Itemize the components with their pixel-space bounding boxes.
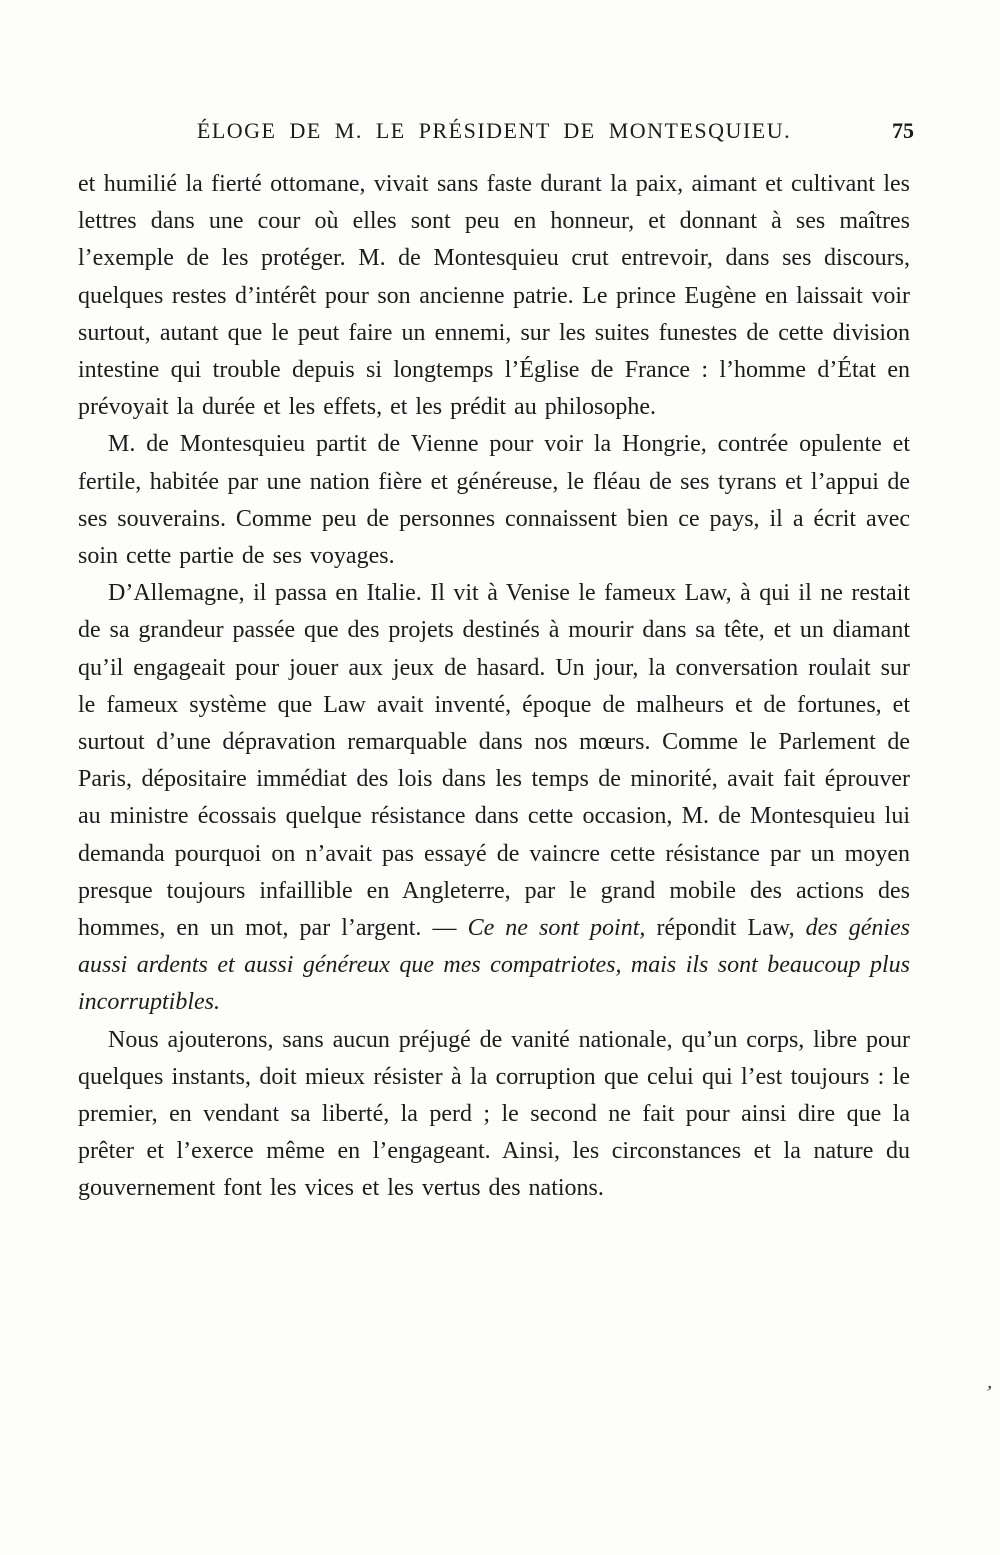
page-number: 75 [892, 118, 914, 143]
italic-run: des génies aussi ardents et aussi généreux que mes compatriotes, mais ils sont beaucoup plus incorruptibles. [78, 915, 911, 1016]
paragraph [78, 426, 910, 575]
paragraph [78, 1022, 910, 1208]
paragraph [78, 166, 910, 426]
italic-run: Ce ne sont point, [467, 915, 646, 942]
running-head [78, 118, 914, 144]
text-run: et humilié la fierté ottomane, vivait sans faste durant la paix, aimant et cultivant les lettres dans une cour où elles sont peu en honneur, et donnant à ses maîtres l’exemple de les protéger. M. de Montesquieu crut entrevoir, dans ses discours, quelques restes d’intérêt pour son ancienne patrie. Le prince Eugène en laissait voir surtout, autant que le peut faire un ennemi, sur les suites funestes de cette division intestine qui trouble depuis si longtemps l’Église de France : l’homme d’État en prévoyait la durée et les effets, et les prédit au philosophe. [78, 171, 910, 421]
page-content [78, 118, 914, 1208]
running-head-title: ÉLOGE DE M. LE PRÉSIDENT DE MONTESQUIEU. [196, 118, 792, 143]
scan-artifact-mark: ’ [983, 1381, 995, 1405]
text-run: M. de Montesquieu partit de Vienne pour voir la Hongrie, contrée opulente et fertile, habitée par une nation fière et généreuse, le fléau de ses tyrans et l’appui de ses souverains. Comme peu de personnes connaissent bien ce pays, il a écrit avec soin cette partie de ses voyages. [78, 431, 910, 570]
text-run: D’Allemagne, il passa en Italie. Il vit à Venise le fameux Law, à qui il ne restait de sa grandeur passée que des projets destinés à mourir dans sa tête, et un diamant qu’il engageait pour jouer aux jeux de hasard. Un jour, la conversation roulait sur le fameux système que Law avait inventé, époque de malheurs et de fortunes, et surtout d’une dépravation remarquable dans nos mœurs. Comme le Parlement de Paris, dépositaire immédiat des lois dans les temps de minorité, avait fait éprouver au ministre écossais quelque résistance dans cette occasion, M. de Montesquieu lui demanda pourquoi on n’avait pas essayé de vaincre cette résistance par un moyen presque toujours infaillible en Angleterre, par le grand mobile des actions des hommes, en un mot, par l’argent. — [78, 580, 910, 942]
paragraph [78, 575, 910, 1021]
text-run: répondit Law, [645, 915, 806, 942]
text-run: Nous ajouterons, sans aucun préjugé de vanité nationale, qu’un corps, libre pour quelques instants, doit mieux résister à la corruption que celui qui l’est toujours : le premier, en vendant sa liberté, la perd ; le second ne fait pour ainsi dire que la prêter et l’exerce même en l’engageant. Ainsi, les circonstances et la nature du gouvernement font les vices et les vertus des nations. [78, 1026, 910, 1202]
body-text [78, 166, 910, 1208]
